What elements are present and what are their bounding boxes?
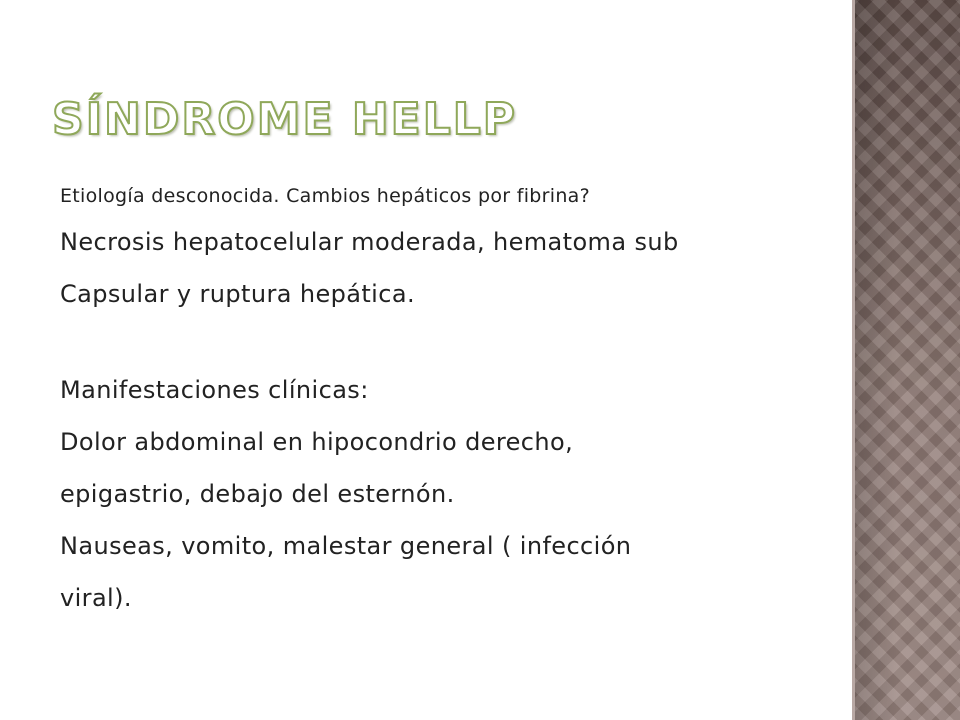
slide-title: SÍNDROME HELLP — [52, 94, 518, 145]
body-line: Capsular y ruptura hepática. — [60, 280, 415, 308]
slide-body — [60, 176, 840, 624]
body-line: Etiología desconocida. Cambios hepáticos por fibrina? — [60, 185, 590, 207]
body-line: Dolor abdominal en hipocondrio derecho, — [60, 428, 574, 456]
paragraph-gap — [60, 320, 840, 364]
body-line: viral). — [60, 584, 132, 612]
section-heading: Manifestaciones clínicas: — [60, 376, 369, 404]
decorative-side-panel — [852, 0, 960, 720]
body-line: Nauseas, vomito, malestar general ( infección — [60, 532, 632, 560]
body-line: epigastrio, debajo del esternón. — [60, 480, 455, 508]
body-line: Necrosis hepatocelular moderada, hematoma sub — [60, 228, 679, 256]
